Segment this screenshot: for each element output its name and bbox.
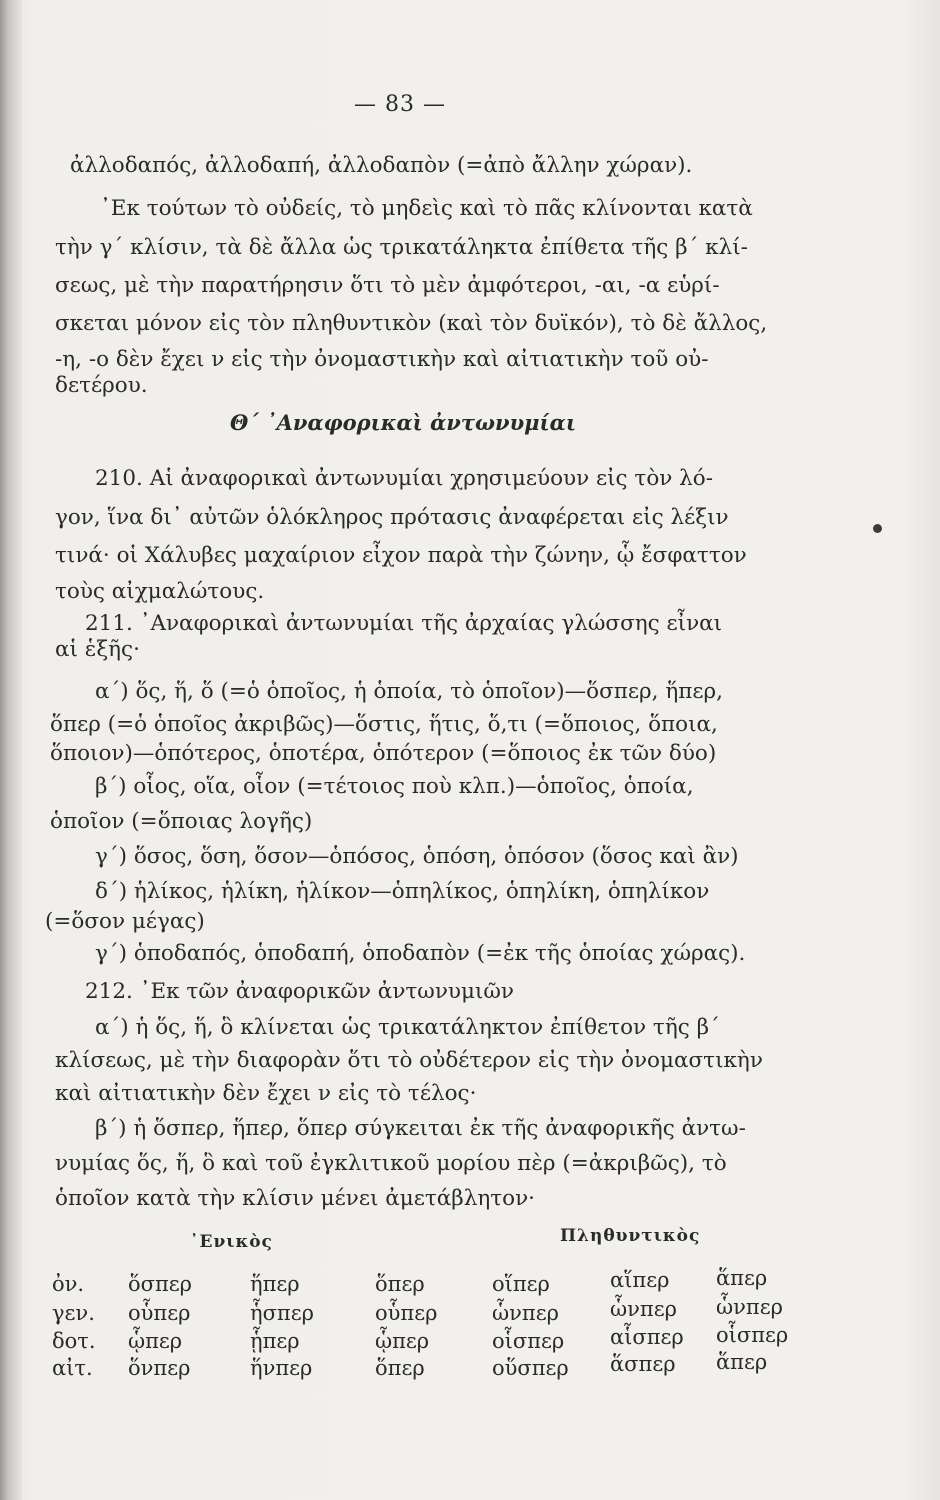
text-line: ἀλλοδαπός, ἀλλοδαπή, ἀλλοδαπὸν (=ἀπὸ ἄλλην χώραν). — [70, 153, 693, 178]
case-label: ὀν. — [52, 1272, 85, 1296]
text-line: β΄) οἷος, οἵα, οἷον (=τέτοιος ποὺ κλπ.)—ὁποῖος, ὁποία, — [95, 774, 694, 799]
case-label: αἰτ. — [52, 1356, 93, 1380]
text-line: ὁποῖον κατὰ τὴν κλίσιν μένει ἀμετάβλητον· — [55, 1186, 535, 1211]
table-cell: ᾧπερ — [128, 1329, 183, 1353]
ink-spot — [873, 524, 882, 533]
section-heading: Θ΄ ᾿Αναφορικαὶ ἀντωνυμίαι — [230, 410, 576, 435]
table-cell: οὕσπερ — [492, 1356, 569, 1380]
table-cell: ὅπερ — [375, 1356, 425, 1380]
page-number: — 83 — — [354, 92, 446, 117]
text-line: 211. ᾿Αναφορικαὶ ἀντωνυμίαι τῆς ἀρχαίας γλώσσης εἶναι — [85, 611, 723, 636]
text-line: σεως, μὲ τὴν παρατήρησιν ὅτι τὸ μὲν ἀμφότεροι, -αι, -α εὑρί- — [55, 273, 720, 298]
table-cell: ὧνπερ — [492, 1301, 559, 1325]
text-line: γ΄) ὁποδαπός, ὁποδαπή, ὁποδαπὸν (=ἐκ τῆς ὁποίας χώρας). — [95, 941, 746, 966]
table-cell: ὧνπερ — [716, 1295, 783, 1319]
text-line: τοὺς αἰχμαλώτους. — [55, 579, 265, 604]
table-cell: ἥπερ — [250, 1272, 300, 1296]
table-header-plural: Πληθυντικὸς — [560, 1226, 701, 1246]
text-line: β΄) ἡ ὅσπερ, ἥπερ, ὅπερ σύγκειται ἐκ τῆς ἀναφορικῆς ἀντω- — [95, 1116, 746, 1141]
text-line: ὅποιον)—ὁπότερος, ὁποτέρα, ὁπότερον (=ὅποιος ἐκ τῶν δύο) — [50, 741, 717, 766]
text-line: γ΄) ὅσος, ὅση, ὅσον—ὁπόσος, ὁπόση, ὁπόσον (ὅσος καὶ ἂν) — [95, 844, 739, 869]
text-line: κλίσεως, μὲ τὴν διαφορὰν ὅτι τὸ οὐδέτερον εἰς τὴν ὀνομαστικὴν — [55, 1048, 763, 1073]
text-line: νυμίας ὅς, ἥ, ὃ καὶ τοῦ ἐγκλιτικοῦ μορίου πὲρ (=ἀκριβῶς), τὸ — [55, 1151, 727, 1176]
text-line: καὶ αἰτιατικὴν δὲν ἔχει ν εἰς τὸ τέλος· — [55, 1081, 477, 1106]
table-cell: οἷσπερ — [492, 1329, 565, 1353]
text-line: δ΄) ἡλίκος, ἡλίκη, ἡλίκον—ὁπηλίκος, ὁπηλίκη, ὁπηλίκον — [95, 879, 710, 904]
table-cell: ὅπερ — [375, 1272, 425, 1296]
text-line: -η, -ο δὲν ἔχει ν εἰς τὴν ὀνομαστικὴν καὶ αἰτιατικὴν τοῦ οὐ- — [55, 347, 709, 372]
text-line: γον, ἵνα δι᾿ αὐτῶν ὁλόκληρος πρότασις ἀναφέρεται εἰς λέξιν — [55, 505, 729, 530]
text-line: τινά· οἱ Χάλυβες μαχαίριον εἶχον παρὰ τὴν ζώνην, ᾧ ἔσφαττον — [55, 543, 747, 568]
table-cell: οἷσπερ — [716, 1323, 789, 1347]
table-cell: ᾧπερ — [375, 1329, 430, 1353]
table-cell: οὗπερ — [128, 1301, 191, 1325]
text-line: σκεται μόνον εἰς τὸν πληθυντικὸν (καὶ τὸν δυϊκόν), τὸ δὲ ἄλλος, — [55, 311, 768, 336]
case-label: δοτ. — [52, 1329, 96, 1353]
table-cell: ὅσπερ — [128, 1272, 193, 1296]
text-line: α΄) ἡ ὅς, ἥ, ὃ κλίνεται ὡς τρικατάληκτον ἐπίθετον τῆς β΄ — [95, 1015, 720, 1040]
table-cell: ἅπερ — [716, 1266, 768, 1290]
table-cell: ἅσπερ — [610, 1352, 676, 1376]
case-label: γεν. — [52, 1301, 95, 1325]
table-cell: αἷσπερ — [610, 1325, 684, 1349]
text-line: ὁποῖον (=ὅποιας λογῆς) — [50, 809, 313, 834]
text-line: ὅπερ (=ὁ ὁποῖος ἀκριβῶς)—ὅστις, ἥτις, ὅ,τι (=ὅποιος, ὅποια, — [50, 712, 718, 737]
text-line: 212. ᾿Εκ τῶν ἀναφορικῶν ἀντωνυμιῶν — [85, 979, 514, 1004]
table-cell: οἵπερ — [492, 1272, 550, 1296]
table-cell: ἅπερ — [716, 1350, 768, 1374]
text-line: ᾿Εκ τούτων τὸ οὐδείς, τὸ μηδεὶς καὶ τὸ πᾶς κλίνονται κατὰ — [100, 196, 753, 221]
table-header-singular: ᾿Ενικὸς — [190, 1232, 273, 1252]
text-line: τὴν γ΄ κλίσιν, τὰ δὲ ἄλλα ὡς τρικατάληκτα ἐπίθετα τῆς β΄ κλί- — [55, 235, 748, 260]
table-cell: ἥνπερ — [250, 1356, 313, 1380]
text-line: 210. Αἱ ἀναφορικαὶ ἀντωνυμίαι χρησιμεύουν εἰς τὸν λό- — [95, 466, 714, 491]
text-line: α΄) ὅς, ἥ, ὅ (=ὁ ὁποῖος, ἡ ὁποία, τὸ ὁποῖον)—ὅσπερ, ἥπερ, — [95, 679, 723, 704]
table-cell: ᾗπερ — [250, 1329, 300, 1353]
table-cell: ἧσπερ — [250, 1301, 314, 1325]
page-binding-shadow — [0, 0, 22, 1500]
table-cell: ὧνπερ — [610, 1297, 677, 1321]
table-cell: οὗπερ — [375, 1301, 438, 1325]
table-cell: ὅνπερ — [128, 1356, 191, 1380]
table-cell: αἵπερ — [610, 1268, 670, 1292]
text-line: (=ὅσον μέγας) — [45, 909, 205, 934]
text-line: δετέρου. — [55, 373, 148, 398]
text-line: αἱ ἑξῆς· — [55, 637, 140, 662]
